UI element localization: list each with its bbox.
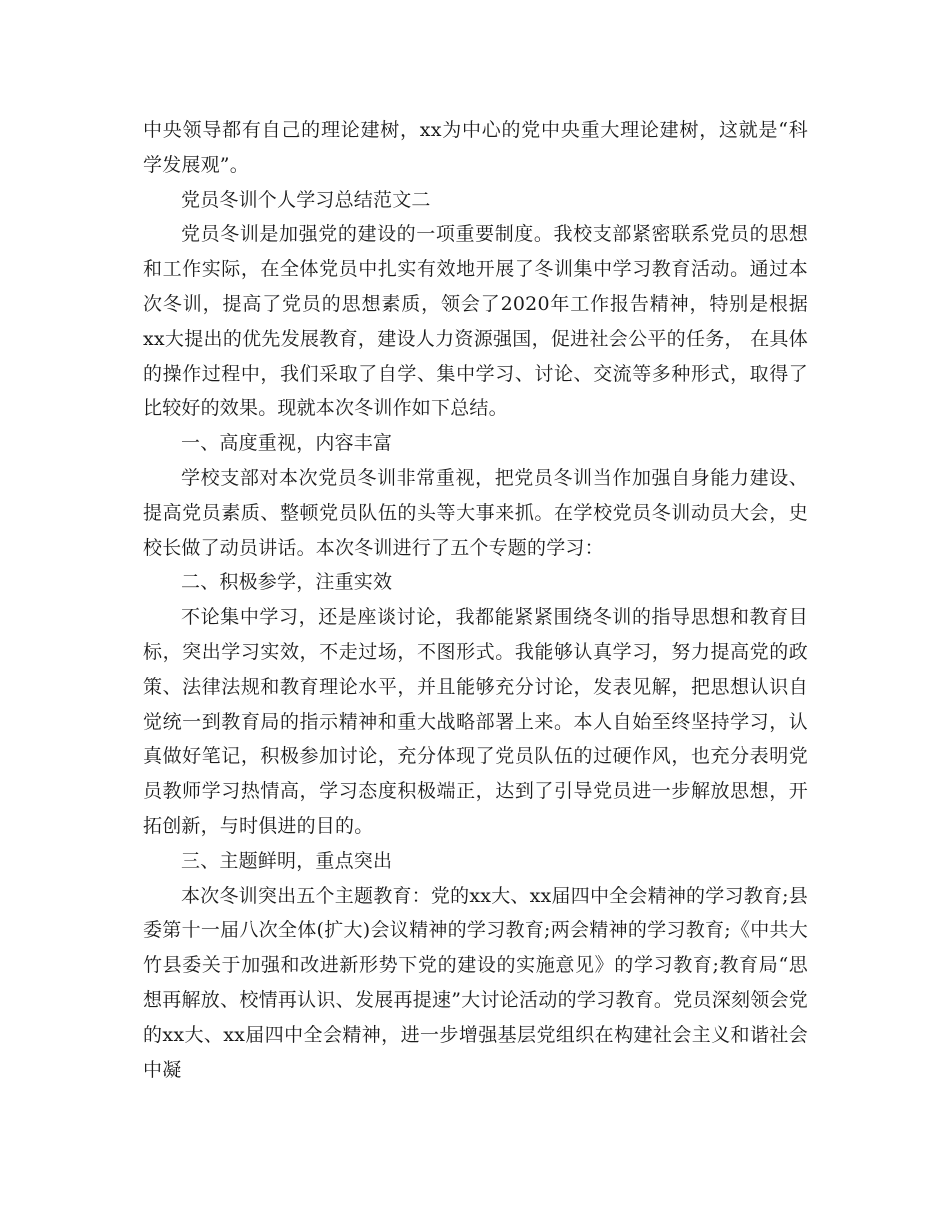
document-title: 党员冬训个人学习总结范文二 <box>181 188 431 211</box>
paragraph-section-3: 本次冬训突出五个主题教育：党的xx大、xx届四中全会精神的学习教育;县委第十一届八次全体(扩大)会议精神的学习教育;两会精神的学习教育;《中共大竹县委关于加强和改进新形势下党的建设的实施意见》的学习教育;教育局“思想再解放、校情再认识、发展再提速”大讨论活动的学习教育。党员深刻领会党的xx大、xx届四中全会精神，进一步增强基层党组织在构建社会主义和谐社会中凝 <box>143 884 808 1081</box>
paragraph-intro: 党员冬训是加强党的建设的一项重要制度。我校支部紧密联系党员的思想和工作实际，在全体党员中扎实有效地开展了冬训集中学习教育活动。通过本次冬训，提高了党员的思想素质，领会了2020年工作报告精神，特别是根据xx大提出的优先发展教育，建设人力资源强国，促进社会公平的任务， 在具体的操作过程中，我们采取了自学、集中学习、讨论、交流等多种形式，取得了比较好的效果。现就本次冬训作如下总结。 <box>143 223 808 420</box>
paragraph-continued: 中央领导都有自己的理论建树，xx为中心的党中央重大理论建树，这就是“科学发展观”。 <box>143 119 808 176</box>
document-body <box>143 113 808 1087</box>
section-heading-1: 一、高度重视，内容丰富 <box>181 432 393 455</box>
section-heading-2: 二、积极参学，注重实效 <box>181 571 393 594</box>
paragraph-section-2: 不论集中学习，还是座谈讨论，我都能紧紧围绕冬训的指导思想和教育目标，突出学习实效，不走过场，不图形式。我能够认真学习，努力提高党的政策、法律法规和教育理论水平，并且能够充分讨论，发表见解，把思想认识自觉统一到教育局的指示精神和重大战略部署上来。本人自始至终坚持学习，认真做好笔记，积极参加讨论，充分体现了党员队伍的过硬作风，也充分表明党员教师学习热情高，学习态度积极端正，达到了引导党员进一步解放思想，开拓创新，与时俱进的目的。 <box>143 606 808 837</box>
paragraph-section-1: 学校支部对本次党员冬训非常重视，把党员冬训当作加强自身能力建设、提高党员素质、整顿党员队伍的头等大事来抓。在学校党员冬训动员大会，史校长做了动员讲话。本次冬训进行了五个专题的学习： <box>143 466 808 559</box>
section-heading-3: 三、主题鲜明，重点突出 <box>181 849 393 872</box>
